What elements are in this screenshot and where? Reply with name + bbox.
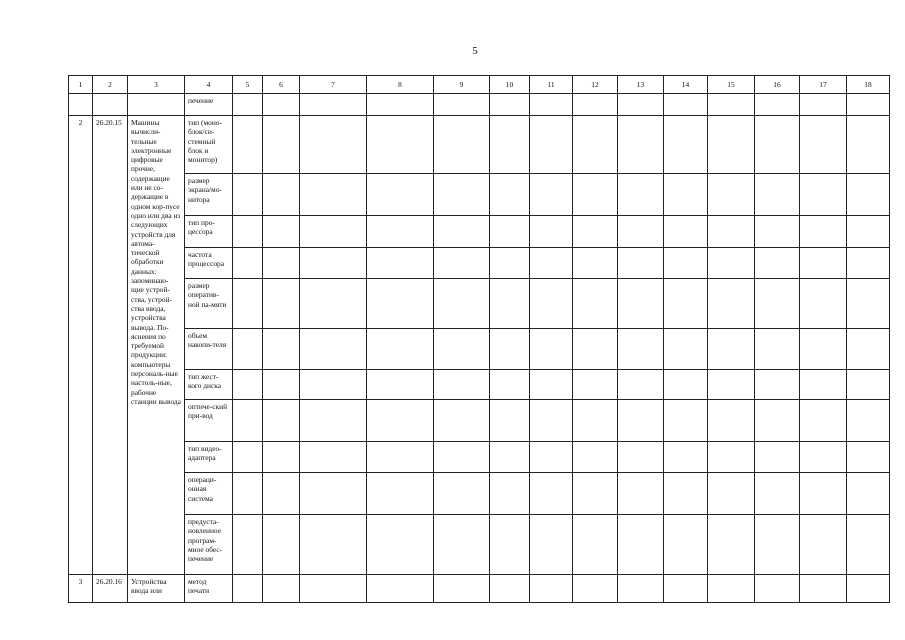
table-row	[69, 473, 890, 515]
characteristic-cell: тип видео-адаптера	[185, 442, 233, 473]
table-row	[69, 400, 890, 442]
column-header: 12	[573, 76, 618, 94]
column-header: 17	[800, 76, 847, 94]
table-row	[69, 248, 890, 279]
column-header: 16	[755, 76, 800, 94]
table-row	[69, 116, 890, 174]
table-row	[69, 329, 890, 370]
table-row	[69, 279, 890, 329]
column-header: 13	[618, 76, 664, 94]
column-header: 15	[708, 76, 755, 94]
characteristic-cell: оптиче-ский при-вод	[185, 400, 233, 442]
column-header: 9	[434, 76, 490, 94]
characteristic-cell: размер экрана/мо-нитора	[185, 174, 233, 216]
row-number: 2	[69, 116, 93, 575]
characteristic-cell: размер оператив-ной па-мяти	[185, 279, 233, 329]
characteristic-cell: предуста-новленное програм-мное обес-печение	[185, 515, 233, 575]
table-row	[69, 174, 890, 216]
table-row	[69, 575, 890, 603]
characteristic-cell: тип (моно-блок/си-стемный блок и монитор)	[185, 116, 233, 174]
characteristic-cell: печение	[185, 94, 233, 116]
column-header: 6	[263, 76, 300, 94]
okpd-code: 26.20.15	[93, 116, 128, 575]
characteristic-cell: частота процессора	[185, 248, 233, 279]
characteristic-cell: объем накопи-теля	[185, 329, 233, 370]
column-header: 8	[367, 76, 434, 94]
table-row	[69, 442, 890, 473]
okpd-code: 26.20.16	[93, 575, 128, 603]
table-row	[69, 216, 890, 248]
characteristic-cell: метод печати	[185, 575, 233, 603]
column-header: 11	[530, 76, 573, 94]
table-row	[69, 94, 890, 116]
column-numbers-row	[69, 76, 890, 94]
column-header: 10	[490, 76, 530, 94]
characteristic-cell: тип жест-кого диска	[185, 370, 233, 400]
column-header: 7	[300, 76, 367, 94]
page-number: 5	[472, 45, 478, 57]
column-header: 14	[664, 76, 708, 94]
product-description: Устройства ввода или	[128, 575, 185, 603]
column-header: 3	[128, 76, 185, 94]
column-header: 5	[233, 76, 263, 94]
table-row	[69, 370, 890, 400]
row-number: 3	[69, 575, 93, 603]
column-header: 18	[847, 76, 890, 94]
specification-table	[68, 75, 890, 603]
column-header: 1	[69, 76, 93, 94]
product-description: Машины вычисли-тельные электронные цифровые прочие, содержащие или не со-держащие в одном кор-пусе одно или два из следующих устройств для автома-тической обработки данных: запоминаю-щие устрой-ства, устрой-ства ввода, устройства вывода. По-яснения по требуемой продукции: компьютеры персональ-ные настоль-ные, рабочие станции вывода	[128, 116, 185, 575]
column-header: 2	[93, 76, 128, 94]
column-header: 4	[185, 76, 233, 94]
characteristic-cell: тип про-цессора	[185, 216, 233, 248]
table-row	[69, 515, 890, 575]
characteristic-cell: операци-онная система	[185, 473, 233, 515]
